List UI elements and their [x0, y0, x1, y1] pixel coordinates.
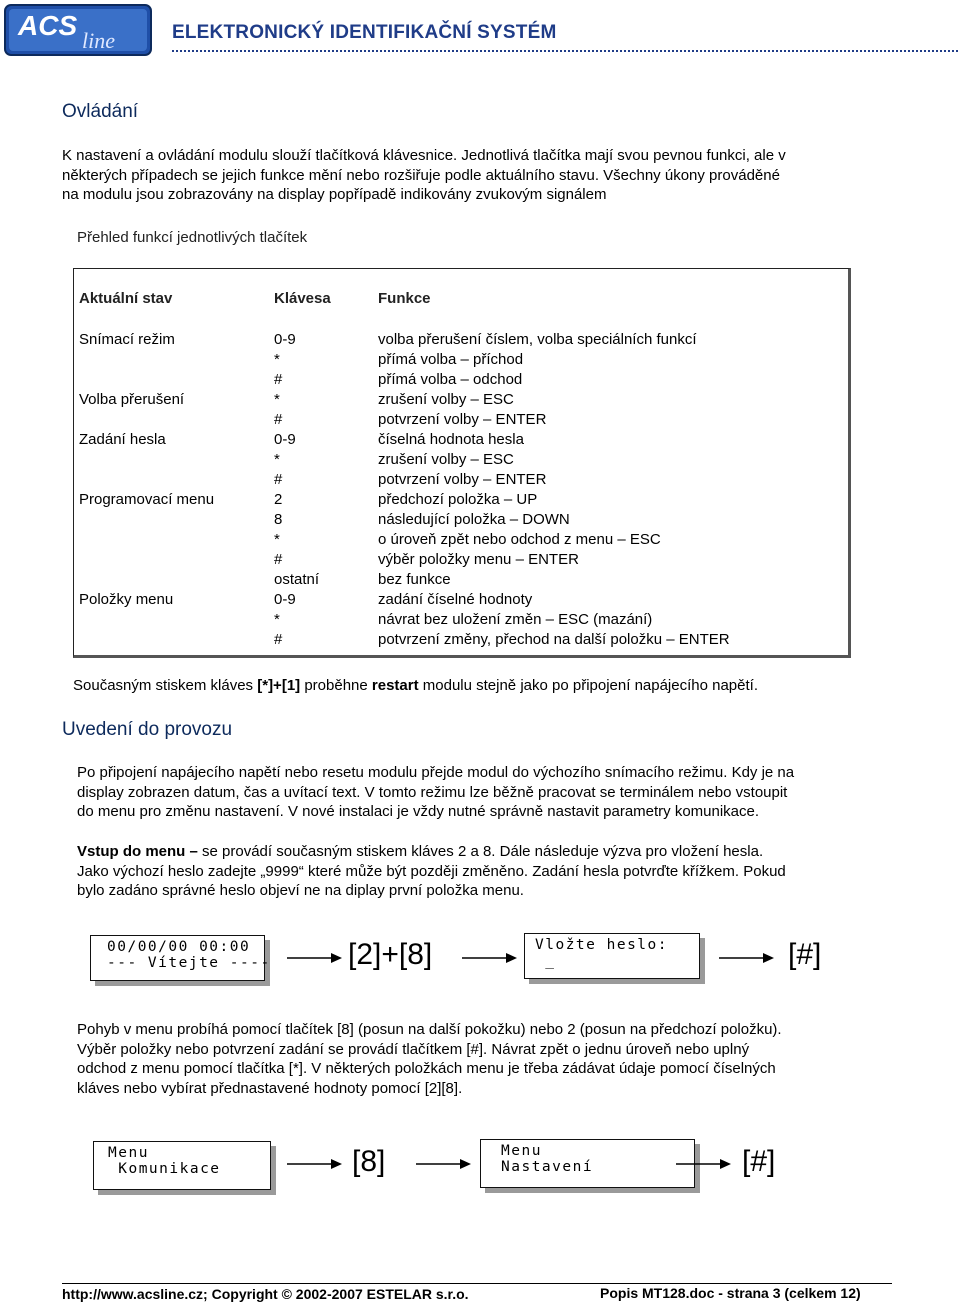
menu-entry-paragraph — [77, 842, 897, 901]
key-cell: # — [274, 551, 283, 568]
display-password — [524, 933, 700, 979]
function-cell: výběr položky menu – ENTER — [378, 551, 579, 568]
col-header-key: Klávesa — [274, 290, 331, 307]
key-cell: * — [274, 351, 280, 368]
intro-line: některých případech se jejich funkce mění nebo rozšiřuje podle aktuálního stavu. Všechny úkony prováděné — [62, 166, 780, 184]
display-line: --- Vítejte ---- — [107, 955, 271, 971]
paragraph-line: kláves nebo vybírat přednastavené hodnoty pomocí [2][8]. — [77, 1079, 463, 1097]
display-line: Vložte heslo: — [535, 937, 668, 953]
startup-paragraph — [77, 763, 897, 822]
key-hash: [#] — [742, 1145, 776, 1178]
key-cell: # — [274, 631, 283, 648]
display-menu-settings — [480, 1139, 695, 1188]
key-cell: 0-9 — [274, 591, 296, 608]
key-cell: * — [274, 611, 280, 628]
key-cell: 2 — [274, 491, 283, 508]
menu-entry-text: se provádí současným stiskem kláves 2 a 8. Dále následuje výzva pro vložení hesla. — [197, 843, 764, 860]
function-cell: potvrzení změny, přechod na další položku – ENTER — [378, 631, 730, 648]
function-cell: zrušení volby – ESC — [378, 391, 514, 408]
header-title: ELEKTRONICKÝ IDENTIFIKAČNÍ SYSTÉM — [172, 22, 557, 43]
key-cell: 8 — [274, 511, 283, 528]
display-menu-communication — [93, 1141, 271, 1190]
key-cell: 0-9 — [274, 431, 296, 448]
function-cell: volba přerušení číslem, volba speciálních funkcí — [378, 331, 697, 348]
footer-page-info: Popis MT128.doc - strana 3 (celkem 12) — [600, 1285, 861, 1301]
paragraph-line: Pohyb v menu probíhá pomocí tlačítek [8] (posun na další pokožku) nebo 2 (posun na předchozí položku). — [77, 1021, 782, 1038]
svg-text:line: line — [82, 28, 115, 53]
svg-text:ACS: ACS — [18, 10, 78, 41]
section-heading-uvedeni: Uvedení do provozu — [62, 719, 233, 740]
paragraph-line — [77, 842, 897, 862]
restart-note — [73, 676, 758, 696]
arrow-right-icon — [287, 950, 343, 966]
menu-entry-label: Vstup do menu – — [77, 843, 198, 860]
navigation-paragraph — [77, 1020, 897, 1098]
key-cell: ostatní — [274, 571, 320, 588]
function-cell: návrat bez uložení změn – ESC (mazání) — [378, 611, 653, 628]
header-divider — [172, 50, 958, 52]
arrow-right-icon — [416, 1156, 472, 1172]
col-header-state: Aktuální stav — [79, 290, 173, 307]
state-cell: Programovací menu — [79, 491, 215, 508]
arrow-right-icon — [287, 1156, 343, 1172]
restart-keys: [*]+[1] — [257, 677, 301, 694]
key-cell: # — [274, 471, 283, 488]
paragraph-line: display zobrazen datum, čas a uvítací text. V tomto režimu lze běžně pracovat se terminálem nebo vstoupit — [77, 783, 788, 801]
intro-line: K nastavení a ovládání modulu slouží tlačítková klávesnice. Jednotlivá tlačítka mají svou pevnou funkci, ale v — [62, 147, 786, 164]
display-welcome — [90, 935, 271, 981]
paragraph-line: Po připojení napájecího napětí nebo resetu modulu přejde modul do výchozího snímacího režimu. Kdy je na — [77, 764, 795, 781]
function-cell: o úroveň zpět nebo odchod z menu – ESC — [378, 531, 661, 548]
state-cell: Zadání hesla — [79, 431, 166, 448]
key-8: [8] — [352, 1145, 386, 1178]
paragraph-line: odchod z menu pomocí tlačítka [*]. V některých položkách menu je třeba zádávat údaje pomocí číselných — [77, 1060, 776, 1077]
display-line: 00/00/00 00:00 — [107, 939, 251, 955]
key-cell: * — [274, 391, 280, 408]
footer-copyright: http://www.acsline.cz; Copyright © 2002-2007 ESTELAR s.r.o. — [62, 1286, 469, 1302]
state-cell: Položky menu — [79, 591, 174, 608]
arrow-right-icon — [462, 950, 518, 966]
intro-paragraph — [62, 146, 902, 205]
section-heading-ovladani: Ovládání — [62, 101, 139, 122]
restart-word: restart — [371, 677, 419, 694]
key-hash: [#] — [788, 938, 822, 971]
key-cell: * — [274, 451, 280, 468]
function-cell: zadání číselné hodnoty — [378, 591, 533, 608]
function-cell: číselná hodnota hesla — [378, 431, 524, 448]
table-caption: Přehled funkcí jednotlivých tlačítek — [77, 229, 308, 246]
key-cell: 0-9 — [274, 331, 296, 348]
paragraph-line: Výběr položky nebo potvrzení zadání se provádí tlačítkem [#]. Návrat zpět o jednu úroveň nebo uplný — [77, 1040, 750, 1058]
state-cell: Volba přerušení — [79, 391, 185, 408]
arrow-right-icon — [676, 1156, 732, 1172]
footer-rule — [62, 1283, 892, 1284]
restart-text: modulu stejně jako po připojení napájecího napětí. — [418, 677, 758, 694]
function-cell: zrušení volby – ESC — [378, 451, 514, 468]
function-cell: potvrzení volby – ENTER — [378, 411, 547, 428]
function-cell: bez funkce — [378, 571, 451, 588]
keys-2-8: [2]+[8] — [348, 938, 433, 971]
display-line: Nastavení — [501, 1159, 594, 1175]
display-line: _ — [535, 953, 556, 969]
restart-text: Současným stiskem kláves — [73, 677, 258, 694]
key-cell: * — [274, 531, 280, 548]
intro-line: na modulu jsou zobrazovány na display popřípadě indikovány zvukovým signálem — [62, 186, 607, 203]
function-cell: přímá volba – příchod — [378, 351, 524, 368]
function-cell: potvrzení volby – ENTER — [378, 471, 547, 488]
arrow-right-icon — [719, 950, 775, 966]
function-cell: předchozí položka – UP — [378, 491, 538, 508]
function-cell: následující položka – DOWN — [378, 511, 570, 528]
function-cell: přímá volba – odchod — [378, 371, 523, 388]
display-line: Komunikace — [108, 1161, 221, 1177]
state-cell: Snímací režim — [79, 331, 175, 348]
key-cell: # — [274, 411, 283, 428]
paragraph-line: bylo zadáno správné heslo objeví ne na diplay první položka menu. — [77, 882, 524, 899]
paragraph-line: do menu pro změnu nastavení. V nové instalaci je vždy nutné správně nastavit parametry komunikace. — [77, 803, 760, 820]
display-line: Menu — [108, 1145, 149, 1161]
col-header-function: Funkce — [378, 290, 431, 307]
restart-text: proběhne — [300, 677, 372, 694]
paragraph-line: Jako výchozí heslo zadejte „9999“ které může být později změněno. Zadání hesla potvrďte křížkem. Pokud — [77, 862, 786, 880]
acs-line-logo — [4, 4, 152, 56]
display-line: Menu — [501, 1143, 542, 1159]
key-cell: # — [274, 371, 283, 388]
